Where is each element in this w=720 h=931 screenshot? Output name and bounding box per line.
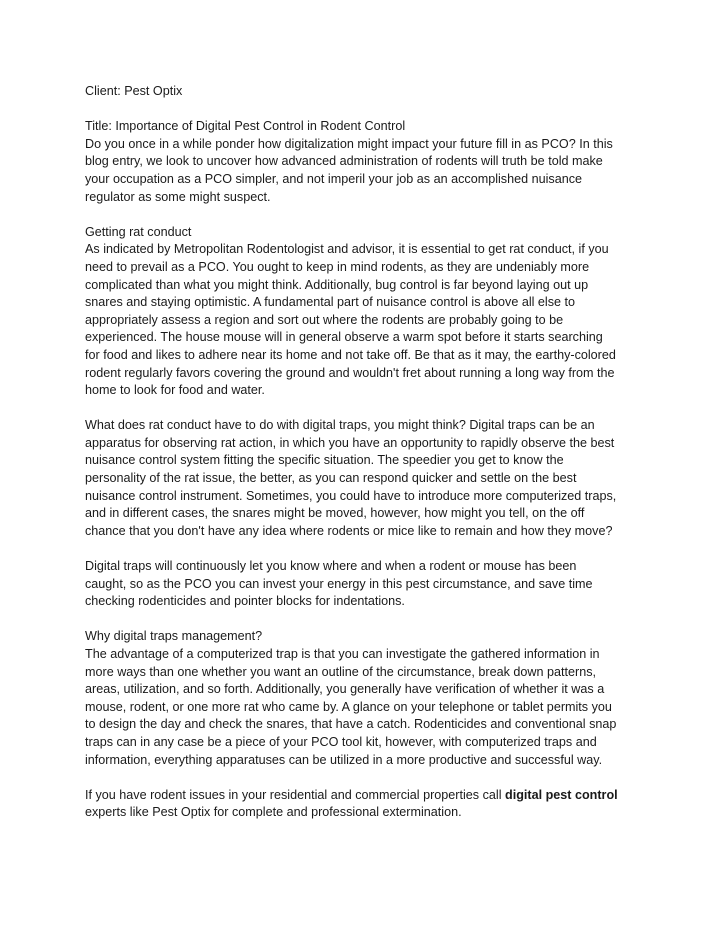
body-line: mouse, rodent, or one more rat who came by. A glance on your telephone or tablet permits you <box>85 699 612 714</box>
body-line: appropriately assess a region and sort out where the rodents are probably going to be <box>85 312 564 327</box>
document-body <box>85 83 645 840</box>
body-line: need to prevail as a PCO. You ought to keep in mind rodents, as they are undeniably more <box>85 259 590 274</box>
document-title: Title: Importance of Digital Pest Control in Rodent Control <box>85 119 406 134</box>
body-line: for food and likes to adhere near its home and not take off. Be that as it may, the earthy-colored <box>85 347 616 362</box>
client-text: Client: Pest Optix <box>85 84 183 98</box>
body-line: caught, so as the PCO you can invest your energy in this pest circumstance, and save time <box>85 576 593 591</box>
body-line: checking rodenticides and pointer blocks for indentations. <box>85 594 405 609</box>
body-line: personality of the rat issue, the better, as you can respond quicker and settle on the best <box>85 471 577 486</box>
intro-line: Do you once in a while ponder how digitalization might impact your future fill in as PCO? In this <box>85 136 613 151</box>
body-line: traps can in any case be a piece of your PCO tool kit, however, with computerized traps and <box>85 734 597 749</box>
body-line: complicated than what you might think. Additionally, bug control is far beyond laying out up <box>85 277 589 292</box>
intro-line: regulator as some might suspect. <box>85 189 271 204</box>
body-line: chance that you don't have any idea where rodents or mice like to remain and how they move? <box>85 523 613 538</box>
body-line: The advantage of a computerized trap is that you can investigate the gathered information in <box>85 647 600 661</box>
intro-paragraph <box>85 118 645 206</box>
body-line: Digital traps will continuously let you know where and when a rodent or mouse has been <box>85 559 577 574</box>
body-line: nuisance control instrument. Sometimes, you could have to introduce more computerized traps, <box>85 488 617 503</box>
paragraph-notifications <box>85 558 645 611</box>
client-line <box>85 83 645 101</box>
section-rat-conduct <box>85 224 645 400</box>
body-line: to design the day and check the snares, that have a catch. Rodenticides and conventional snap <box>85 717 617 732</box>
body-line: experienced. The house mouse will in general observe a warm spot before it starts searching <box>85 330 603 345</box>
keyword-link: digital pest control <box>505 787 618 802</box>
body-line: rodent regularly favors covering the ground and wouldn't fret about running a long way from the <box>85 365 615 380</box>
section-heading: Getting rat conduct <box>85 224 192 239</box>
body-line: information, everything apparatuses can be utilized in a more productive and successful way. <box>85 752 603 767</box>
body-line: apparatus for observing rat action, in which you have an opportunity to rapidly observe the best <box>85 435 615 450</box>
body-line: and in different cases, the snares might be moved, however, how might you tell, on the off <box>85 506 585 521</box>
body-line: What does rat conduct have to do with digital traps, you might think? Digital traps can be an <box>85 418 595 433</box>
closing-text: If you have rodent issues in your residential and commercial properties call <box>85 787 505 802</box>
paragraph-digital-traps <box>85 417 645 540</box>
body-line: areas, utilization, and so forth. Additionally, you generally have verification of whether it was a <box>85 682 605 697</box>
section-heading: Why digital traps management? <box>85 629 263 644</box>
section-traps-management <box>85 628 645 769</box>
closing-paragraph <box>85 787 645 822</box>
body-line: home to look for food and water. <box>85 383 265 398</box>
body-line: snares and staying optimistic. A fundamental part of nuisance control is above all else to <box>85 295 576 310</box>
body-line: more ways than one whether you want an outline of the circumstance, break down patterns, <box>85 664 597 679</box>
intro-line: your occupation as a PCO simpler, and not imperil your job as an accomplished nuisance <box>85 171 583 186</box>
closing-line <box>85 787 645 805</box>
body-line: nuisance control system fitting the specific situation. The speedier you get to know the <box>85 453 564 468</box>
intro-line: blog entry, we look to uncover how advanced administration of rodents will truth be told make <box>85 154 603 169</box>
closing-line: experts like Pest Optix for complete and professional extermination. <box>85 805 462 820</box>
body-line: As indicated by Metropolitan Rodentologist and advisor, it is essential to get rat conduct, if you <box>85 242 609 257</box>
